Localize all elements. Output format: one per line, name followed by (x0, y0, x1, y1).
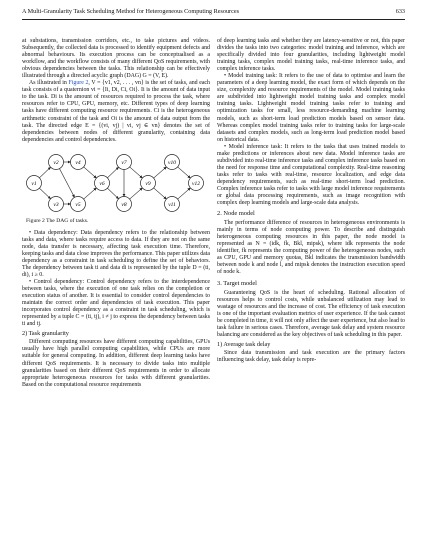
running-header (22, 8, 405, 16)
dag-node-label: v9 (145, 180, 151, 187)
dag-edge (154, 167, 167, 178)
model-training-bullet: • Model training task: It refers to the use of data to optimise and learn the parameters of a deep learning model, the exact form of which depends on the size, complexity and resource requirements of the model. Model training tasks are subdivided into lightweight model training tasks and complex model training tasks. Lightweight model training tasks refer to training and optimization tasks for small, less resource-demanding machine learning models, such as short-term load prediction models based on sensor data. Whereas complex model training tasks refer to training tasks for large-scale datasets and complex models, such as long-term load prediction model based on historical data. (217, 73, 405, 143)
figure-2-link[interactable]: Figure 2 (68, 80, 89, 87)
control-dependency-bullet: • Control dependency: Control dependency refers to the interdependence between tasks, where the execution of one task relies on the completion or execution status of another. It is essential to consider control dependencies to maintain the correct order and dependencies of task execution. This paper incorporates control dependency as a constraint in task scheduling, which is represented by a tuple C = (ti, tj), i ≠ j to express the dependency between tasks ti and tj. (22, 279, 210, 328)
heading-target-model: 3. Target model (217, 279, 257, 287)
dag-diagram (22, 150, 210, 216)
average-delay-paragraph: Since data transmission and task execution are the primary factors influencing task delay, task delay is repre- (217, 349, 405, 363)
dag-node-label: v5 (75, 201, 81, 208)
dag-node-label: v3 (53, 201, 59, 208)
heading-average-task-delay: 1) Average task delay (217, 340, 271, 348)
dag-edge (84, 188, 97, 199)
heading-task-granularity: 2) Task granularity (22, 330, 69, 338)
node-model-paragraph: The performance difference of resources in heterogeneous environments is mainly in terms of node computing power. To describe and distinguish heterogeneous computing resources in this paper, the node model is represented as N = (idk, fk, Bkl, mipsk), where idk represents the node identifier, fk represents the computing power of the heterogeneous nodes, such as CPU, GPU and memory quotas, Bkl indicates the transmission bandwidth between node k and node l, and mipsk denotes the instruction execution speed of node k. (217, 220, 405, 276)
left-column (22, 38, 210, 389)
dag-node-label: v8 (121, 201, 127, 208)
dag-figure (22, 150, 210, 216)
dag-edge (130, 188, 143, 199)
dag-node-label: v1 (31, 180, 37, 187)
dag-node-label: v10 (168, 159, 176, 166)
target-model-paragraph: Guaranteeing QoS is the heart of scheduling. Rational allocation of resources helps to control costs, while unbalanced utilization may lead to wastage of resources and the increase of cost. The efficiency of task execution is one of the important evaluation metrics of user experience. If the task cannot be completed in time, it will not only affect the user experience, but also lead to task failure in serious cases. Therefore, average task delay and system resource balancing are considered as the key objectives of task scheduling in this paper. (217, 289, 405, 338)
dag-edge (84, 167, 97, 178)
dag-edge (154, 188, 167, 199)
model-inference-bullet: • Model inference task: It refers to the tasks that uses trained models to make predictions or inferences about new data. Model inference tasks are subdivided into real-time inference tasks and complex inference tasks based on the need for response time and computational complexity. Real-time reasoning tasks refer to tasks with real-time, resource localization, and edge data dependency requirements, such as real-time short-term load prediction. Complex inference tasks refer to tasks with large model inference requirements or global data processing requirements, such as image recognition with complex deep learning models and large-scale data analysis. (217, 143, 405, 207)
header-rule (22, 19, 405, 20)
running-title: A Multi-Granularity Task Scheduling Method for Heterogeneous Computing Resources (22, 8, 240, 15)
dag-node-label: v4 (75, 159, 81, 166)
left-paragraph-2-rest: , V = {v1, v2, . . . , vn} is the set of tasks, and each task consists of a quaternion vi = {Ii, Di, Ci, Oi}. Ii is the amount of data input to the task. Di is the amount of resources required to process the task, where resources refer to CPU, GPU, memory, etc. Different types of deep learning tasks have different computing resource requirements. Ci is the heterogeneous arithmetic constraint of the task and Oi is the amount of data output from the task. The directed edge E = {(vi, vj) | vi, vj ∈ vn} denotes the set of dependencies between nodes of different granularity, containing data dependencies and control dependencies. (22, 80, 210, 143)
figure-caption: Figure 2 The DAG of tasks. (26, 217, 89, 224)
page-number: 633 (395, 8, 405, 15)
heading-node-model: 2. Node model (217, 210, 255, 218)
dag-edge (107, 188, 118, 199)
left-paragraph-2 (22, 80, 210, 143)
dag-edge (130, 167, 143, 178)
data-dependency-bullet: • Data dependency: Data dependency refers to the relationship between tasks and data, where tasks require access to data. If they are not on the same node, data transfer is necessary, affecting task execution time. Therefore, keeping tasks and data close improves the performance. This paper utilizes data dependency as a constraint in task scheduling to define the set of behaviors. The dependency between task ti and data di is represented by the tuple D = (ti, di), i ≥ 0. (22, 229, 210, 278)
dag-edge (39, 188, 50, 199)
dag-edge (107, 167, 118, 178)
dag-edge (178, 167, 191, 178)
left-paragraph-1: at substations, transmission corridors, etc., to take pictures and videos. Subsequently, the collected data is processed to identify equipment defects and abnormal behaviours. Its execution process can be conceptualised as a workflow, and the workflow consists of many different QoS requirements, with obvious dependencies between the tasks. This relationship can be effectively illustrated through a directed acyclic graph (DAG) G = (V, E). (22, 38, 210, 80)
dag-node-label: v2 (53, 159, 59, 166)
right-paragraph-1: of deep learning tasks and whether they are latency-sensitive or not, this paper divides the tasks into two categories: model training and inference, which are specifically divided into four granularities, including lightweight model training tasks, complex model training tasks, real-time inference tasks, and complex inference tasks. (217, 38, 405, 73)
dag-node-label: v11 (168, 201, 176, 208)
dag-edge (178, 188, 191, 199)
right-column (217, 38, 405, 364)
dag-edge (39, 167, 50, 178)
left-paragraph-5: Different computing resources have different computing capabilities, GPUs usually have high parallel computing capabilities, while CPUs are more suitable for general computing. In addition, different deep learning tasks have different QoS requirements. It is necessary to divide tasks into multiple granularities based on their different QoS requirements in order to allocate appropriate heterogeneous resources for tasks with different granularities. Based on the computational resource requirements (22, 339, 210, 388)
dag-edge (59, 168, 74, 197)
dag-node-label: v12 (192, 180, 200, 187)
dag-node-label: v6 (99, 180, 105, 187)
figure-ref-text: As illustrated in (29, 80, 69, 87)
dag-node-label: v7 (121, 159, 127, 166)
